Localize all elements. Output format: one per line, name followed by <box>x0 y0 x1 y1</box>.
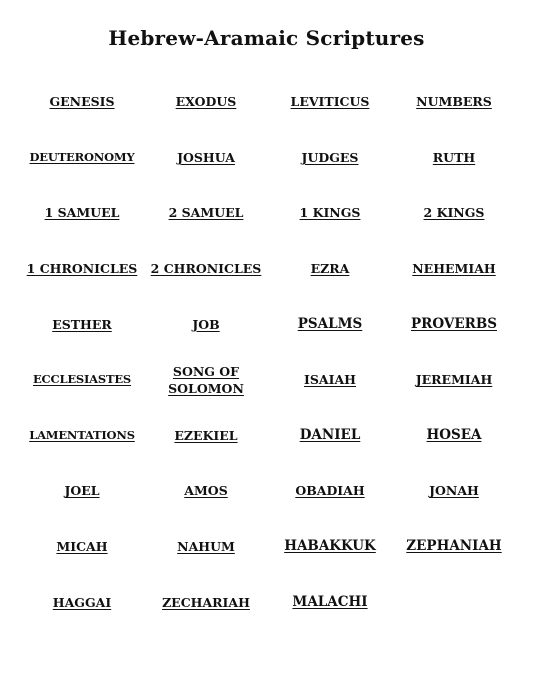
book-cell <box>268 408 392 464</box>
book-cell <box>144 408 268 464</box>
empty-cell <box>392 574 516 630</box>
book-link-ruth[interactable]: RUTH <box>432 149 476 165</box>
book-link-leviticus[interactable]: LEVITICUS <box>290 94 370 110</box>
book-link-1-kings[interactable]: 1 KINGS <box>299 205 361 221</box>
book-cell <box>268 185 392 241</box>
book-cell <box>392 185 516 241</box>
book-cell <box>20 463 144 519</box>
book-cell <box>392 463 516 519</box>
book-link-jonah[interactable]: JONAH <box>429 483 479 499</box>
book-cell <box>268 463 392 519</box>
book-link-numbers[interactable]: NUMBERS <box>416 94 492 110</box>
book-link-zechariah[interactable]: ZECHARIAH <box>162 594 250 610</box>
book-link-ezekiel[interactable]: EZEKIEL <box>174 427 238 443</box>
book-link-ezra[interactable]: EZRA <box>310 261 350 277</box>
books-grid <box>20 74 516 630</box>
book-cell <box>20 352 144 408</box>
book-link-genesis[interactable]: GENESIS <box>49 94 115 110</box>
book-cell <box>268 74 392 130</box>
book-cell <box>392 519 516 575</box>
book-link-psalms[interactable]: PSALMS <box>297 315 363 332</box>
book-link-nehemiah[interactable]: NEHEMIAH <box>412 261 496 277</box>
book-cell <box>144 463 268 519</box>
book-cell <box>20 296 144 352</box>
book-link-2-chronicles[interactable]: 2 CHRONICLES <box>150 261 262 277</box>
book-cell <box>392 241 516 297</box>
book-link-1-chronicles[interactable]: 1 CHRONICLES <box>26 261 138 277</box>
book-link-joshua[interactable]: JOSHUA <box>177 149 235 165</box>
page-title: Hebrew-Aramaic Scriptures <box>108 26 425 50</box>
book-link-ecclesiastes[interactable]: ECCLESIASTES <box>32 372 132 387</box>
book-link-judges[interactable]: JUDGES <box>301 149 359 165</box>
book-cell <box>268 130 392 186</box>
book-cell <box>392 296 516 352</box>
book-link-zephaniah[interactable]: ZEPHANIAH <box>406 538 502 555</box>
book-cell <box>20 574 144 630</box>
book-link-job[interactable]: JOB <box>192 316 220 332</box>
book-link-lamentations[interactable]: LAMENTATIONS <box>29 427 135 442</box>
book-link-exodus[interactable]: EXODUS <box>175 94 237 110</box>
book-cell <box>20 408 144 464</box>
book-cell <box>144 74 268 130</box>
book-cell <box>392 74 516 130</box>
book-link-2-kings[interactable]: 2 KINGS <box>423 205 485 221</box>
book-link-isaiah[interactable]: ISAIAH <box>304 372 356 388</box>
book-cell <box>392 352 516 408</box>
book-cell <box>392 130 516 186</box>
book-cell <box>20 130 144 186</box>
book-cell <box>268 296 392 352</box>
book-cell <box>144 296 268 352</box>
book-cell <box>20 74 144 130</box>
book-link-micah[interactable]: MICAH <box>56 539 108 555</box>
book-link-habakkuk[interactable]: HABAKKUK <box>284 538 376 555</box>
book-link-2-samuel[interactable]: 2 SAMUEL <box>168 205 244 221</box>
book-link-joel[interactable]: JOEL <box>64 483 100 499</box>
book-cell <box>268 519 392 575</box>
book-link-nahum[interactable]: NAHUM <box>177 539 235 555</box>
book-cell <box>268 574 392 630</box>
book-link-1-samuel[interactable]: 1 SAMUEL <box>44 205 120 221</box>
book-link-proverbs[interactable]: PROVERBS <box>410 315 498 332</box>
book-cell <box>268 352 392 408</box>
book-link-obadiah[interactable]: OBADIAH <box>295 483 365 499</box>
book-cell <box>144 519 268 575</box>
book-cell <box>268 241 392 297</box>
book-cell <box>392 408 516 464</box>
book-link-jeremiah[interactable]: JEREMIAH <box>415 372 493 388</box>
book-cell <box>144 185 268 241</box>
book-link-song-of-solomon[interactable]: SONG OF SOLOMON <box>168 363 244 396</box>
book-cell <box>20 185 144 241</box>
book-cell <box>144 352 268 408</box>
book-cell <box>144 241 268 297</box>
book-link-malachi[interactable]: MALACHI <box>292 593 368 610</box>
book-link-amos[interactable]: AMOS <box>184 483 228 499</box>
book-cell <box>144 130 268 186</box>
book-link-deuteronomy[interactable]: DEUTERONOMY <box>29 149 135 164</box>
book-cell <box>20 519 144 575</box>
book-cell <box>20 241 144 297</box>
book-link-hosea[interactable]: HOSEA <box>426 426 482 443</box>
book-link-esther[interactable]: ESTHER <box>52 316 112 332</box>
book-link-daniel[interactable]: DANIEL <box>299 426 361 443</box>
book-cell <box>144 574 268 630</box>
book-link-haggai[interactable]: HAGGAI <box>52 594 112 610</box>
